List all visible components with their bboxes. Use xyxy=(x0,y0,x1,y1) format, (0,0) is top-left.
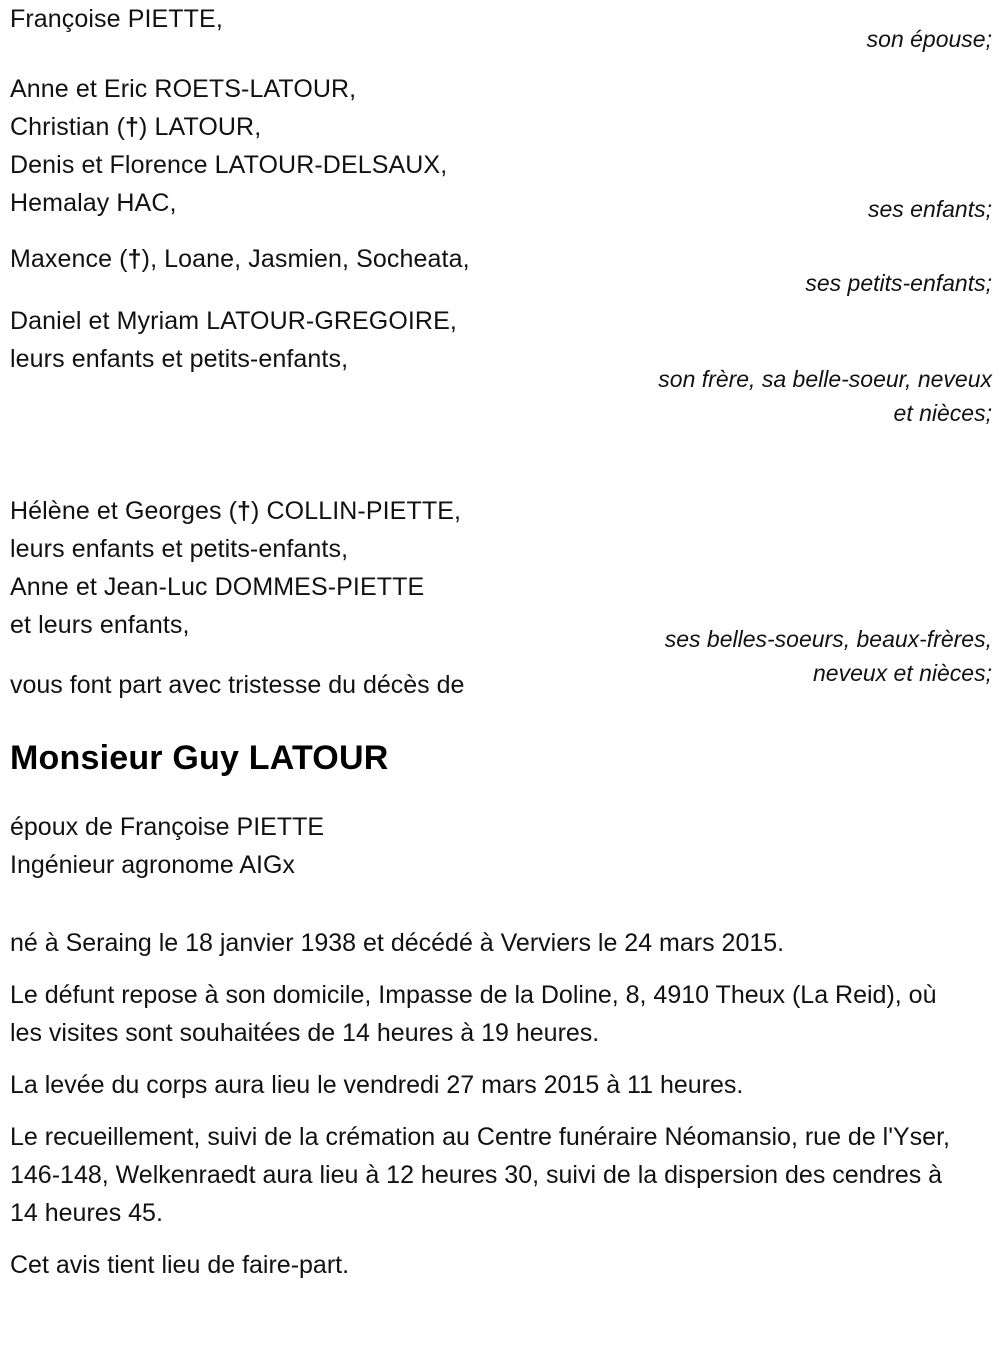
relation-names xyxy=(0,0,630,38)
relation-name-line: Daniel et Myriam LATOUR-GREGOIRE, xyxy=(10,307,457,335)
detail-birth-death: né à Seraing le 18 janvier 1938 et décédé à Verviers le 24 mars 2015. xyxy=(10,929,785,957)
detail-notice-statement: Cet avis tient lieu de faire-part. xyxy=(10,1251,350,1279)
relation-name-line: Françoise PIETTE, xyxy=(10,5,223,33)
relation-names xyxy=(0,492,630,644)
funeral-details xyxy=(0,924,1000,1284)
relation-name-line: et leurs enfants, xyxy=(10,611,190,639)
detail-body-removal: La levée du corps aura lieu le vendredi 27 mars 2015 à 11 heures. xyxy=(10,1071,744,1099)
relation-block-grandchildren xyxy=(0,240,1000,302)
relation-qualifier-children: ses enfants; xyxy=(867,196,992,222)
relation-qualifier-spouse: son épouse; xyxy=(866,26,992,52)
announcement-leadin: vous font part avec tristesse du décès de xyxy=(10,671,465,699)
relation-block-brother xyxy=(0,302,1000,492)
relation-name-line: leurs enfants et petits-enfants, xyxy=(10,535,349,563)
relation-name-line: leurs enfants et petits-enfants, xyxy=(10,345,349,373)
relation-name-line: Anne et Eric ROETS-LATOUR, xyxy=(10,75,357,103)
relation-qualifier-grandchildren: ses petits-enfants; xyxy=(805,270,992,296)
deceased-spouse-line: époux de Françoise PIETTE xyxy=(10,813,325,841)
deceased-identity xyxy=(0,808,1000,884)
relation-name-line: Maxence (†), Loane, Jasmien, Socheata, xyxy=(10,245,470,273)
relation-name-line: Christian (†) LATOUR, xyxy=(10,113,262,141)
detail-cremation: Le recueillement, suivi de la crémation au Centre funéraire Néomansio, rue de l'Yser, 146-148, Welkenraedt aura lieu à 12 heures 30, suivi de la dispersion des cendres à 14 heures 45. xyxy=(10,1123,950,1227)
relation-name-line: Hemalay HAC, xyxy=(10,189,177,217)
deceased-profession-line: Ingénieur agronome AIGx xyxy=(10,851,295,879)
deceased-name: Monsieur Guy LATOUR xyxy=(10,739,389,777)
relation-name-line: Hélène et Georges (†) COLLIN-PIETTE, xyxy=(10,497,462,525)
relation-name-line: Denis et Florence LATOUR-DELSAUX, xyxy=(10,151,448,179)
dagger-icon: † xyxy=(127,245,142,273)
relation-names xyxy=(0,70,630,222)
relation-block-spouse xyxy=(0,0,1000,70)
relation-name-line: Anne et Jean-Luc DOMMES-PIETTE xyxy=(10,573,425,601)
dagger-icon: † xyxy=(125,113,140,141)
detail-resting-place: Le défunt repose à son domicile, Impasse de la Doline, 8, 4910 Theux (La Reid), où les visites sont souhaitées de 14 heures à 19 heures. xyxy=(10,981,937,1047)
relation-block-children xyxy=(0,70,1000,240)
dagger-icon: † xyxy=(237,497,252,525)
relation-qualifier-inlaws: ses belles-soeurs, beaux-frères, neveux et nièces; xyxy=(664,626,992,686)
relation-names xyxy=(0,302,630,378)
relation-names xyxy=(0,240,630,278)
relation-qualifier-brother: son frère, sa belle-soeur, neveux et nièces; xyxy=(658,366,992,426)
